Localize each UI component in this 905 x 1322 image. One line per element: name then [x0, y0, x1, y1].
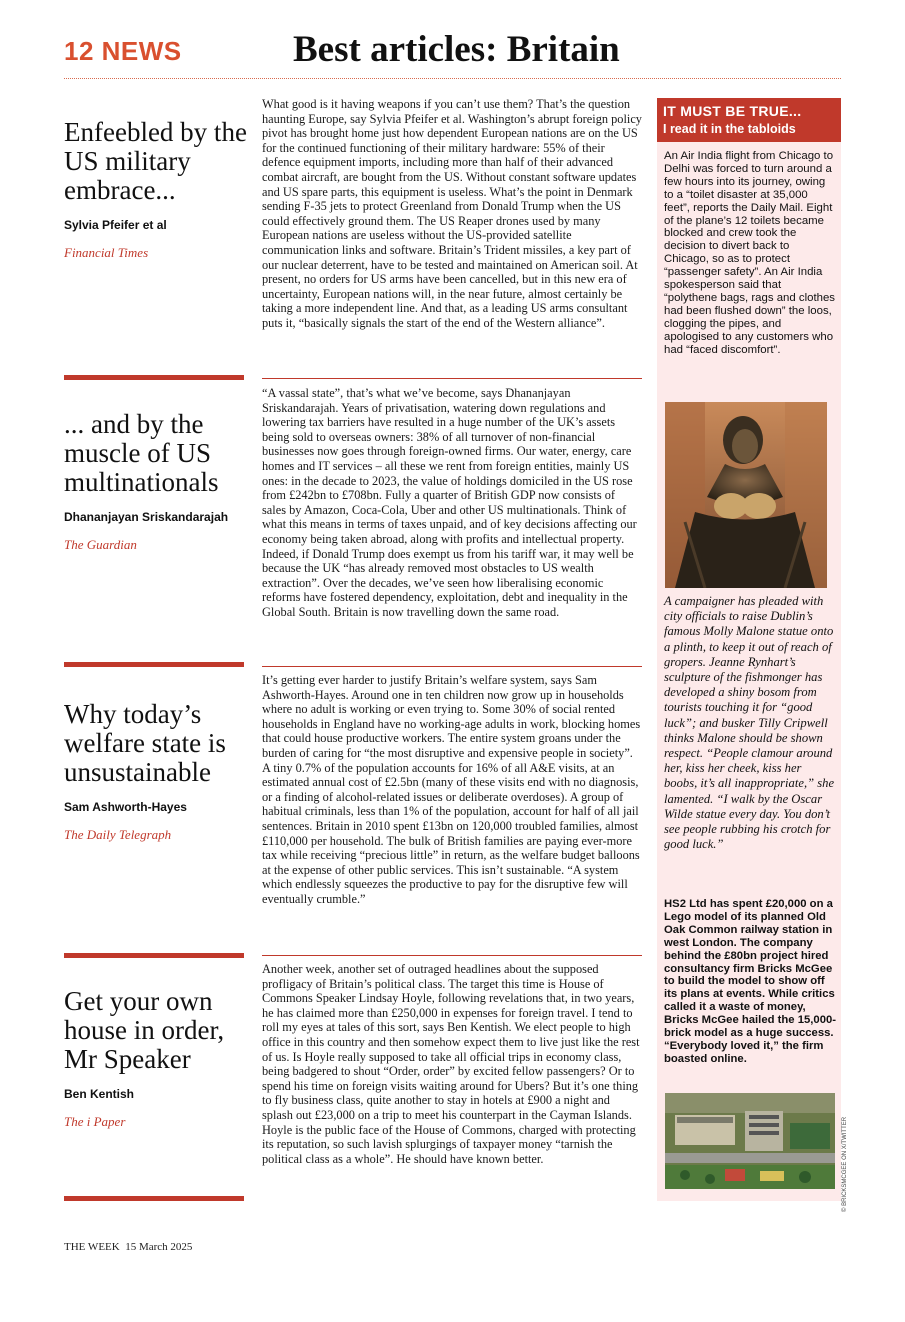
article-4-author: Ben Kentish — [64, 1087, 135, 1101]
article-3-body: It’s getting ever harder to justify Britain’s welfare system, says Sam Ashworth-Hayes. Around one in ten children now grow up in households where no adult is working or even trying to. Some 30% of social rented households in England have no working-age adults in work, blocking homes that could house productive workers. The entire system groans under the burden of caring for “the most disruptive and expensive people in society”. A tiny 0.7% of the population accounts for 16% of all A&E visits, at an estimated annual cost of £2.5bn (many of these visits end with no diagnosis, or a finding of alcohol-related issues or deliberate overdoses). A group of habitual criminals, less than 1% of the population, account for half of all jail sentences. Britain in 2010 spent £13bn on 120,000 troubled families, almost £110,000 per household. The bulk of British families are paying ever-more tax while receiving “precious little” in return, as the welfare budget balloons at the expense of other public services. This isn’t sustainable. “A system which endlessly squeezes the productive to pay for the disruptive few will eventually crumble.” — [262, 673, 641, 906]
article-1-author: Sylvia Pfeifer et al — [64, 218, 167, 232]
photo-credit: © BRICKSMCGEE ON X/TWITTER — [842, 1116, 848, 1212]
sidebar-heading-main: IT MUST BE TRUE... — [663, 103, 802, 119]
article-divider — [64, 1196, 244, 1201]
article-4-title: Get your own house in order, Mr Speaker — [64, 986, 225, 1074]
article-2-heading-block — [64, 410, 249, 553]
molly-malone-statue-photo — [665, 402, 827, 588]
article-2-title: ... and by the muscle of US multinationals — [64, 409, 219, 497]
article-2-source: The Guardian — [64, 537, 137, 552]
lego-model-photo — [665, 1093, 835, 1189]
photo-credit-wrap — [842, 1116, 850, 1322]
article-divider-thin — [262, 666, 642, 667]
sidebar-heading-sub: I read it in the tabloids — [663, 122, 796, 136]
article-2-author: Dhananjayan Sriskandarajah — [64, 510, 229, 524]
article-1-heading-block — [64, 118, 249, 261]
statue-caption: A campaigner has pleaded with city officials to raise Dublin’s famous Molly Malone statue onto a plinth, to keep it out of reach of gropers. Jeanne Rynhart’s sculpture of the fishmonger has developed a shiny bosom from tourists touching it for “good luck”; and busker Tilly Cripwell thinks Malone should be shown respect. “People clamour around her, kiss her cheek, kiss her boobs, it’s all inappropriate,” she lamented. “I walk by the Oscar Wilde statue every day. You don’t see people rubbing his crotch for good luck.” — [664, 594, 835, 852]
article-3-title: Why today’s welfare state is unsustainable — [64, 699, 226, 787]
sidebar-story-air-india: An Air India flight from Chicago to Delhi was forced to turn around a few hours into its journey, owing to a “toilet disaster at 35,000 feet”, reports the Daily Mail. Eight of the plane’s 12 toilets became blocked and crew took the decision to divert back to Chicago, so as to protect “passenger safety”. An Air India spokesperson said that “polythene bags, rags and clothes had been flushed down” the loos, clogging the pipes, and apologised to any customers who had “faced discomfort”. — [664, 150, 835, 356]
sidebar-story-hs2-lego: HS2 Ltd has spent £20,000 on a Lego model of its planned Old Oak Common railway station in west London. The company behind the £80bn project hired consultancy firm Bricks McGee to build the model to show off its plans at events. While critics called it a waste of money, Bricks McGee hailed the 15,000-brick model as a huge success. “Everybody loved it,” the firm boasted online. — [664, 898, 837, 1065]
page-footer — [64, 1241, 192, 1253]
footer-publication: THE WEEK — [64, 1241, 120, 1253]
article-divider-thin — [262, 378, 642, 379]
article-4-body: Another week, another set of outraged headlines about the supposed profligacy of Britain’s political class. The target this time is House of Commons Speaker Lindsay Hoyle, following revelations that, in two years, he has claimed more than £250,000 in expenses for foreign travel. I tend to roll my eyes at tales of this sort, says Ben Kentish. We elect people to high office in this country and then somehow expect them to live just like the rest of us. Is Hoyle really supposed to take all official trips in economy class, being badgered to shout “Order, order” by excited fellow passengers? Or to spend his time on foreign visits waiting around for Ubers? But it’s one thing to fly business class, quite another to stay in hotels at £900 a night and splash out £23,000 on a trip to meet his counterpart in the Cayman Islands. Hoyle is the public face of the House of Commons, charged with protecting its reputation, so such lavish splurgings of taxpayer money “tarnish the political class as a whole”. He should have known better. — [262, 962, 640, 1166]
article-4-heading-block — [64, 987, 249, 1130]
article-1-source: Financial Times — [64, 245, 149, 260]
article-3-heading-block — [64, 700, 249, 843]
article-4-source: The i Paper — [64, 1114, 126, 1129]
article-3-author: Sam Ashworth-Hayes — [64, 800, 187, 814]
article-divider — [64, 953, 244, 958]
footer-date: 15 March 2025 — [125, 1241, 193, 1253]
article-divider-thin — [262, 955, 642, 956]
article-divider — [64, 375, 244, 380]
article-2-body: “A vassal state”, that’s what we’ve become, says Dhananjayan Sriskandarajah. Years of privatisation, watering down regulations and lowering tax barriers have resulted in a huge number of the UK’s assets being sold to overseas owners: 38% of all turnover of non-financial businesses now goes through foreign-owned firms. Our water, energy, care homes and IT services – all these we rent from foreign entities, mainly US ones: in the decade to 2023, the value of holdings domiciled in the US rose from £242bn to £708bn. Fully a quarter of British GDP now consists of sales by Amazon, Coca-Cola, Uber and other US multinationals. Think of what this means in terms of taxes unpaid, and of key decisions affecting our economy being taken abroad, along with profits and intellectual property. Indeed, if Donald Trump does exempt us from his tariff war, it may well be because the UK “has already removed most obstacles to US wealth extraction”. Over the decades, we’ve seen how liberalising economic reforms have fostered dependency, exploitation, debt and inequality in the Global South. Britain is now travelling down the same road. — [262, 386, 637, 619]
page-title: Best articles: Britain — [293, 29, 620, 70]
page-number: 12 NEWS — [64, 36, 182, 66]
sidebar-heading — [657, 98, 841, 142]
article-1-title: Enfeebled by the US military embrace... — [64, 117, 247, 205]
article-3-source: The Daily Telegraph — [64, 827, 172, 842]
header-divider — [64, 78, 841, 79]
article-1-body: What good is it having weapons if you can’t use them? That’s the question haunting Europe, say Sylvia Pfeifer et al. Washington’s abrupt foreign policy pivot has brought home just how dependent European nations are on the US for the continued functioning of their military hardware: 55% of their defence equipment imports, including more than half of their advanced combat aircraft, are bought from the US. Without constant software updates and US spare parts, this equipment is useless. What’s the point in Denmark sending F-35 jets to protect Greenland from Donald Trump when the US could effectively ground them. The US Reaper drones used by many European nations are useless without the US-provided satellite communication links and software. Britain’s Trident missiles, a key part of our nuclear deterrent, have to be tested and maintained on American soil. At present, no orders for US arms have been cancelled, but in this new era of uncertainty, European nations will, in the near future, almost certainly be taking a more independent line. And that, as a leading US arms consultant puts it, “basically signals the start of the end of the Western alliance”. — [262, 97, 642, 330]
article-divider — [64, 662, 244, 667]
